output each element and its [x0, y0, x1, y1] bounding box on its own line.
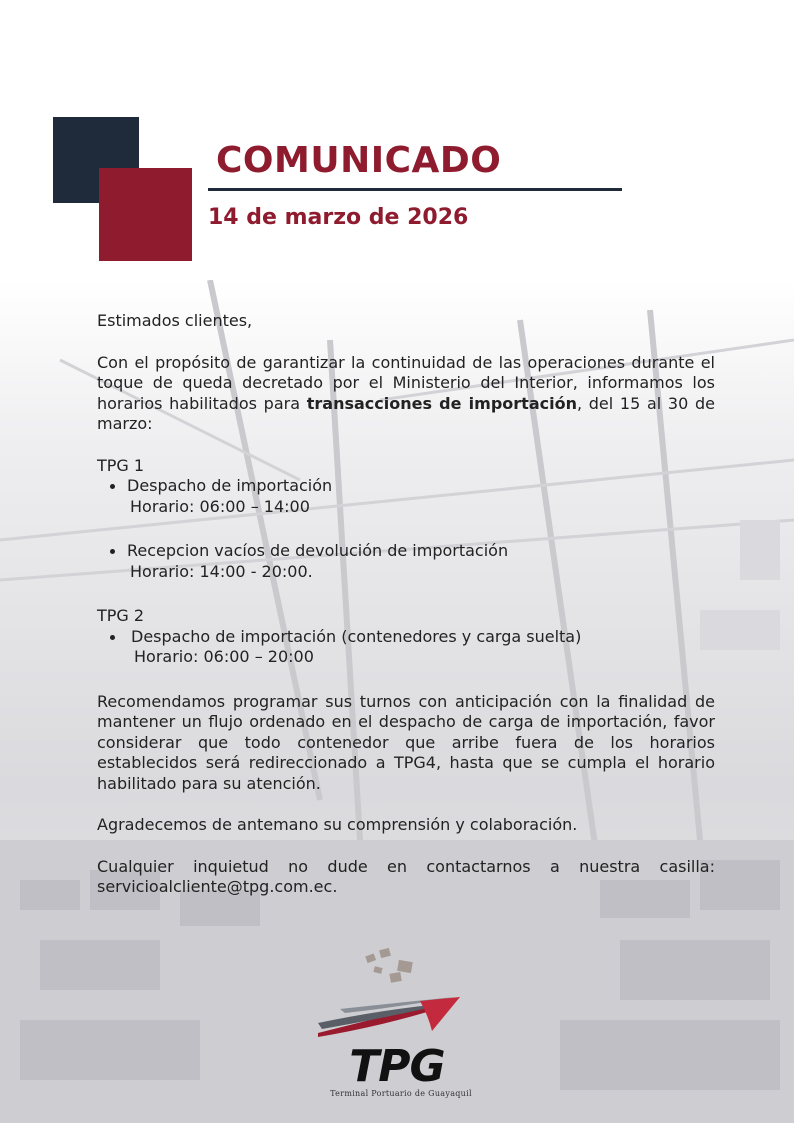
item-title: Despacho de importación (contenedores y carga suelta) — [131, 626, 582, 646]
thanks-paragraph: Agradecemos de antemano su comprensión y colaboración. — [97, 815, 578, 834]
logo-swoosh-icon — [318, 997, 460, 1037]
tpg2-heading: TPG 2 — [97, 606, 145, 625]
item-schedule: Horario: 06:00 – 20:00 — [134, 647, 314, 666]
logo-subtitle: Terminal Portuario de Guayaquil — [330, 1089, 472, 1098]
intro-paragraph — [97, 353, 715, 435]
list-item — [97, 627, 715, 668]
decorative-red-square — [99, 168, 192, 261]
communique-date: 14 de marzo de 2026 — [208, 205, 469, 230]
tpg1-heading: TPG 1 — [97, 455, 145, 475]
item-schedule: Horario: 06:00 – 14:00 — [130, 496, 310, 516]
contact-paragraph: Cualquier inquietud no dude en contactarnos a nuestra casilla: servicioalcliente@tpg.com.ec. — [97, 856, 715, 896]
recommendation-paragraph: Recomendamos programar sus turnos con anticipación con la finalidad de mantener un flujo ordenado en el despacho de carga de importación, favor considerar que todo contenedor que arribe fuera de los horarios establecidos será redireccionado a TPG4, hasta que se cumpla el horario habilitado para su atención. — [97, 691, 715, 793]
greeting: Estimados clientes, — [97, 311, 253, 330]
communique-body — [97, 311, 715, 898]
title-divider — [208, 188, 622, 191]
list-item — [97, 541, 715, 582]
tpg2-list — [97, 627, 715, 668]
item-title: Despacho de importación — [127, 476, 333, 495]
logo-wordmark: TPG — [349, 1041, 445, 1092]
intro-text-end: , del 15 al 30 de marzo: — [97, 393, 716, 433]
tpg-logo — [300, 945, 495, 1105]
intro-bold-text: transacciones de importación — [306, 393, 577, 413]
list-item — [97, 476, 715, 517]
item-schedule: Horario: 14:00 - 20:00. — [130, 561, 313, 581]
page-title: COMUNICADO — [216, 140, 502, 181]
intro-text: Con el propósito de garantizar la continuidad de las operaciones durante el toque de queda decretado por el Ministerio del Interior, informamos los horarios habilitados para — [97, 352, 715, 413]
tpg1-list — [97, 476, 715, 582]
logo-cubes-icon — [365, 948, 413, 983]
item-title: Recepcion vacíos de devolución de importación — [127, 541, 509, 560]
